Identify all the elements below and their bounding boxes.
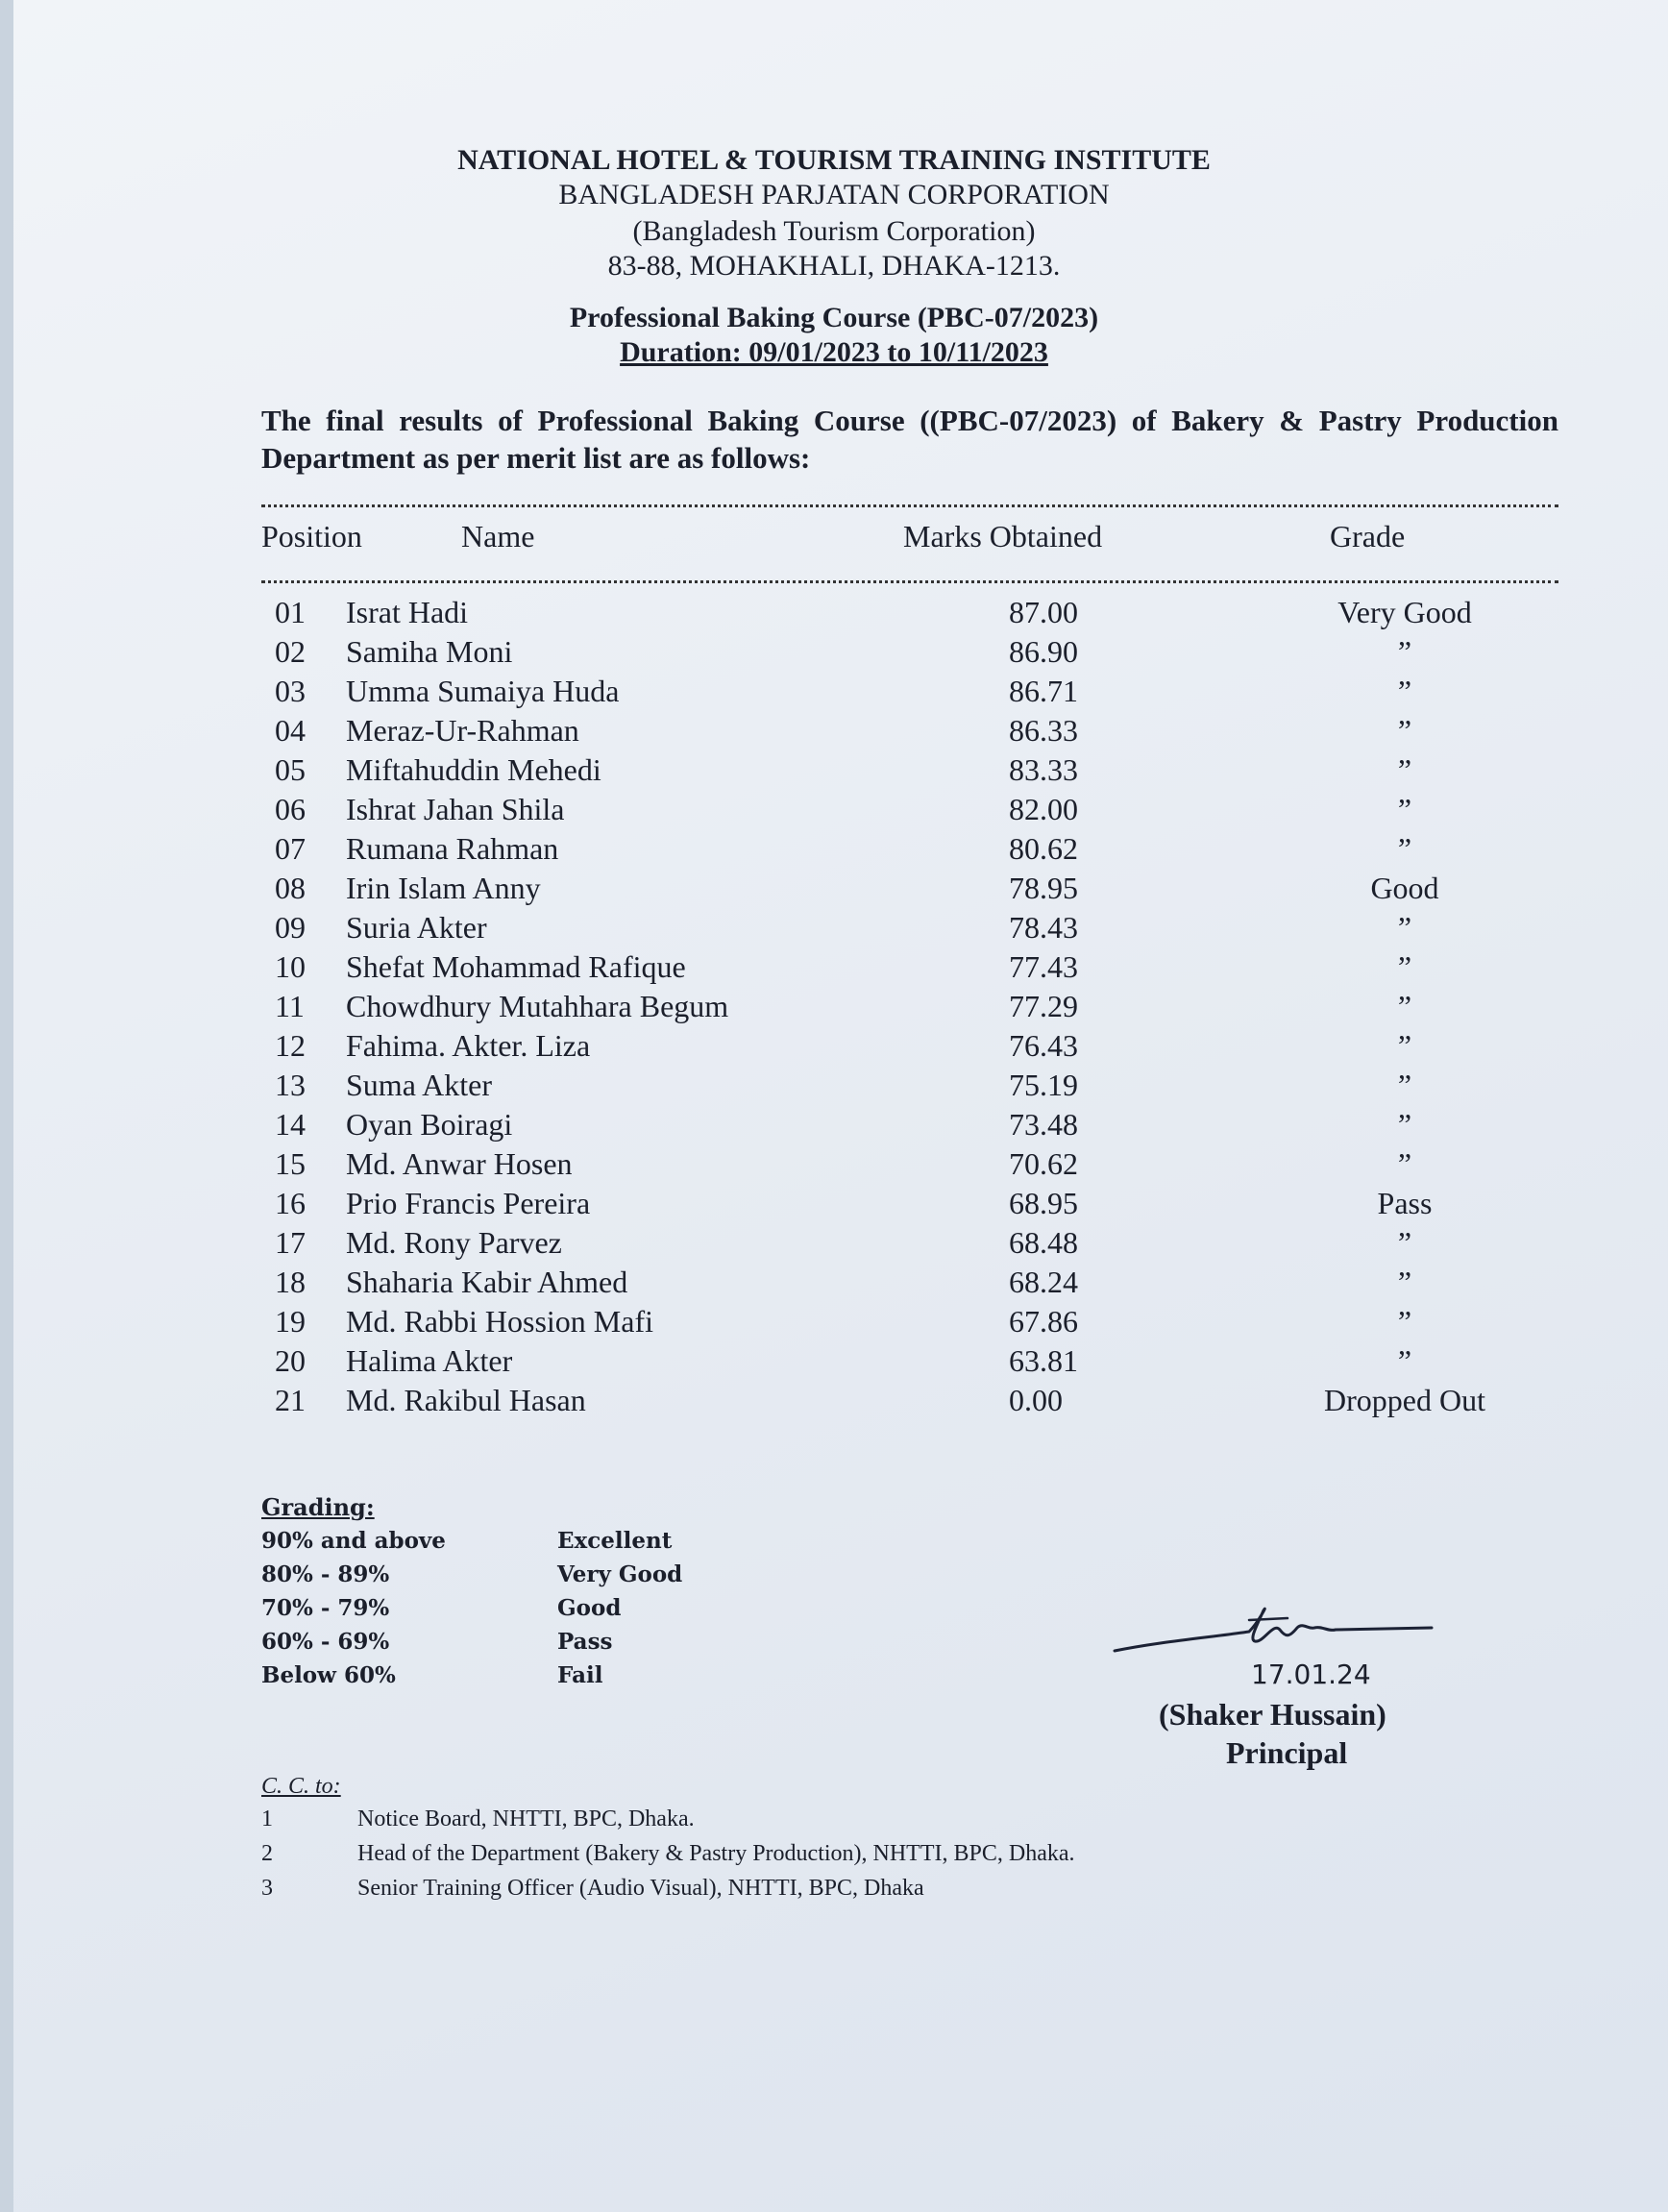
row-name: Md. Anwar Hosen (346, 1146, 573, 1181)
header-marks: Marks Obtained (903, 519, 1103, 553)
row-name: Suria Akter (346, 910, 487, 945)
row-marks: 63.81 (1009, 1343, 1078, 1378)
row-grade: Dropped Out (1324, 1383, 1485, 1417)
row-marks: 67.86 (1009, 1304, 1078, 1339)
row-grade: ” (1397, 831, 1412, 866)
row-marks: 87.00 (1009, 595, 1078, 629)
row-name: Umma Sumaiya Huda (346, 674, 620, 708)
row-position: 13 (275, 1068, 306, 1102)
row-position: 12 (275, 1028, 306, 1063)
cc-number: 3 (261, 1876, 273, 1901)
row-name: Halima Akter (346, 1343, 513, 1378)
address: 83-88, MOHAKHALI, DHAKA-1213. (607, 250, 1061, 282)
grading-grade: Very Good (557, 1561, 683, 1587)
row-name: Miftahuddin Mehedi (346, 752, 601, 787)
row-marks: 80.62 (1009, 831, 1078, 866)
row-marks: 75.19 (1009, 1068, 1078, 1102)
row-grade: ” (1397, 1304, 1412, 1339)
row-marks: 78.43 (1009, 910, 1078, 945)
table-row (0, 1068, 1668, 1107)
row-position: 01 (275, 595, 306, 629)
grading-title: Grading: (261, 1493, 375, 1521)
row-marks: 83.33 (1009, 752, 1078, 787)
table-row (0, 910, 1668, 949)
table-row (0, 713, 1668, 752)
table-row (0, 792, 1668, 831)
table-row (0, 989, 1668, 1028)
row-position: 06 (275, 792, 306, 826)
row-name: Md. Rony Parvez (346, 1225, 562, 1260)
grading-range: 90% and above (261, 1528, 446, 1554)
table-row (0, 949, 1668, 989)
row-position: 03 (275, 674, 306, 708)
table-row (0, 752, 1668, 792)
row-name: Md. Rakibul Hasan (346, 1383, 586, 1417)
table-row (0, 1107, 1668, 1146)
signatory-title: Principal (1226, 1735, 1348, 1770)
corporation-english-name: (Bangladesh Tourism Corporation) (632, 215, 1036, 247)
row-position: 11 (275, 989, 305, 1023)
row-grade: ” (1397, 1107, 1412, 1142)
row-marks: 86.71 (1009, 674, 1078, 708)
row-position: 08 (275, 871, 306, 905)
cc-recipient: Head of the Department (Bakery & Pastry Production), NHTTI, BPC, Dhaka. (357, 1841, 1075, 1866)
institute-name: NATIONAL HOTEL & TOURISM TRAINING INSTITUTE (457, 144, 1211, 176)
row-position: 19 (275, 1304, 306, 1339)
row-name: Prio Francis Pereira (346, 1186, 591, 1220)
table-row (0, 831, 1668, 871)
row-marks: 0.00 (1009, 1383, 1063, 1417)
table-row (0, 1383, 1668, 1422)
table-row (0, 595, 1668, 634)
grading-grade: Good (557, 1595, 622, 1621)
signature-date: 17.01.24 (1251, 1659, 1371, 1690)
course-title: Professional Baking Course (PBC-07/2023) (569, 302, 1099, 333)
table-row (0, 1265, 1668, 1304)
row-grade: ” (1397, 792, 1412, 826)
cc-title: C. C. to: (261, 1774, 341, 1799)
row-grade: ” (1397, 634, 1412, 669)
row-grade: ” (1397, 1265, 1412, 1299)
row-position: 20 (275, 1343, 306, 1378)
dotted-divider (261, 504, 1558, 507)
grading-range: 70% - 79% (261, 1595, 390, 1621)
row-name: Chowdhury Mutahhara Begum (346, 989, 729, 1023)
row-marks: 76.43 (1009, 1028, 1078, 1063)
row-grade: ” (1397, 1343, 1412, 1378)
row-grade: Very Good (1337, 595, 1472, 629)
course-duration: Duration: 09/01/2023 to 10/11/2023 (620, 336, 1048, 368)
row-position: 09 (275, 910, 306, 945)
row-name: Shaharia Kabir Ahmed (346, 1265, 628, 1299)
row-grade: Pass (1377, 1186, 1433, 1220)
corporation-name: BANGLADESH PARJATAN CORPORATION (558, 179, 1110, 210)
table-row (0, 1225, 1668, 1265)
header-grade: Grade (1330, 519, 1406, 553)
table-row (0, 674, 1668, 713)
row-marks: 73.48 (1009, 1107, 1078, 1142)
row-position: 17 (275, 1225, 306, 1260)
table-row (0, 1304, 1668, 1343)
row-grade: ” (1397, 752, 1412, 787)
table-row (0, 1028, 1668, 1068)
grading-grade: Pass (557, 1629, 613, 1655)
intro-paragraph: The final results of Professional Baking Course ((PBC-07/2023) of Bakery & Pastry Production Department as per merit list are as follows: (261, 404, 1558, 475)
row-marks: 86.90 (1009, 634, 1078, 669)
row-name: Samiha Moni (346, 634, 513, 669)
cc-recipient: Senior Training Officer (Audio Visual), NHTTI, BPC, Dhaka (357, 1876, 924, 1901)
grading-range: Below 60% (261, 1662, 396, 1688)
row-grade: ” (1397, 949, 1412, 984)
row-position: 18 (275, 1265, 306, 1299)
row-position: 02 (275, 634, 306, 669)
row-name: Israt Hadi (346, 595, 469, 629)
header-position: Position (261, 519, 362, 553)
row-marks: 77.43 (1009, 949, 1078, 984)
row-name: Irin Islam Anny (346, 871, 541, 905)
row-name: Oyan Boiragi (346, 1107, 513, 1142)
row-name: Meraz-Ur-Rahman (346, 713, 579, 748)
row-marks: 68.48 (1009, 1225, 1078, 1260)
row-position: 16 (275, 1186, 306, 1220)
row-position: 14 (275, 1107, 306, 1142)
grading-grade: Fail (557, 1662, 603, 1688)
cc-recipient: Notice Board, NHTTI, BPC, Dhaka. (357, 1806, 695, 1831)
row-name: Md. Rabbi Hossion Mafi (346, 1304, 653, 1339)
row-name: Fahima. Akter. Liza (346, 1028, 591, 1063)
row-grade: ” (1397, 1146, 1412, 1181)
row-marks: 70.62 (1009, 1146, 1078, 1181)
row-grade: ” (1397, 674, 1412, 708)
row-grade: ” (1397, 910, 1412, 945)
grading-range: 60% - 69% (261, 1629, 390, 1655)
row-position: 10 (275, 949, 306, 984)
row-grade: ” (1397, 989, 1412, 1023)
row-position: 07 (275, 831, 306, 866)
row-name: Suma Akter (346, 1068, 492, 1102)
row-position: 04 (275, 713, 306, 748)
row-name: Shefat Mohammad Rafique (346, 949, 686, 984)
row-name: Rumana Rahman (346, 831, 559, 866)
row-grade: Good (1370, 871, 1439, 905)
cc-number: 1 (261, 1806, 273, 1831)
row-marks: 86.33 (1009, 713, 1078, 748)
dotted-divider (261, 580, 1558, 583)
row-grade: ” (1397, 1068, 1412, 1102)
signatory-name: (Shaker Hussain) (1159, 1697, 1386, 1732)
row-name: Ishrat Jahan Shila (346, 792, 565, 826)
row-grade: ” (1397, 713, 1412, 748)
table-row (0, 634, 1668, 674)
grading-grade: Excellent (557, 1528, 673, 1554)
row-marks: 77.29 (1009, 989, 1078, 1023)
row-position: 05 (275, 752, 306, 787)
grading-range: 80% - 89% (261, 1561, 390, 1587)
row-grade: ” (1397, 1225, 1412, 1260)
row-position: 15 (275, 1146, 306, 1181)
table-row (0, 1146, 1668, 1186)
row-grade: ” (1397, 1028, 1412, 1063)
header-name: Name (461, 519, 535, 553)
row-marks: 78.95 (1009, 871, 1078, 905)
table-row (0, 871, 1668, 910)
row-marks: 82.00 (1009, 792, 1078, 826)
row-marks: 68.24 (1009, 1265, 1078, 1299)
row-marks: 68.95 (1009, 1186, 1078, 1220)
table-row (0, 1343, 1668, 1383)
table-row (0, 1186, 1668, 1225)
cc-number: 2 (261, 1841, 273, 1866)
row-position: 21 (275, 1383, 306, 1417)
